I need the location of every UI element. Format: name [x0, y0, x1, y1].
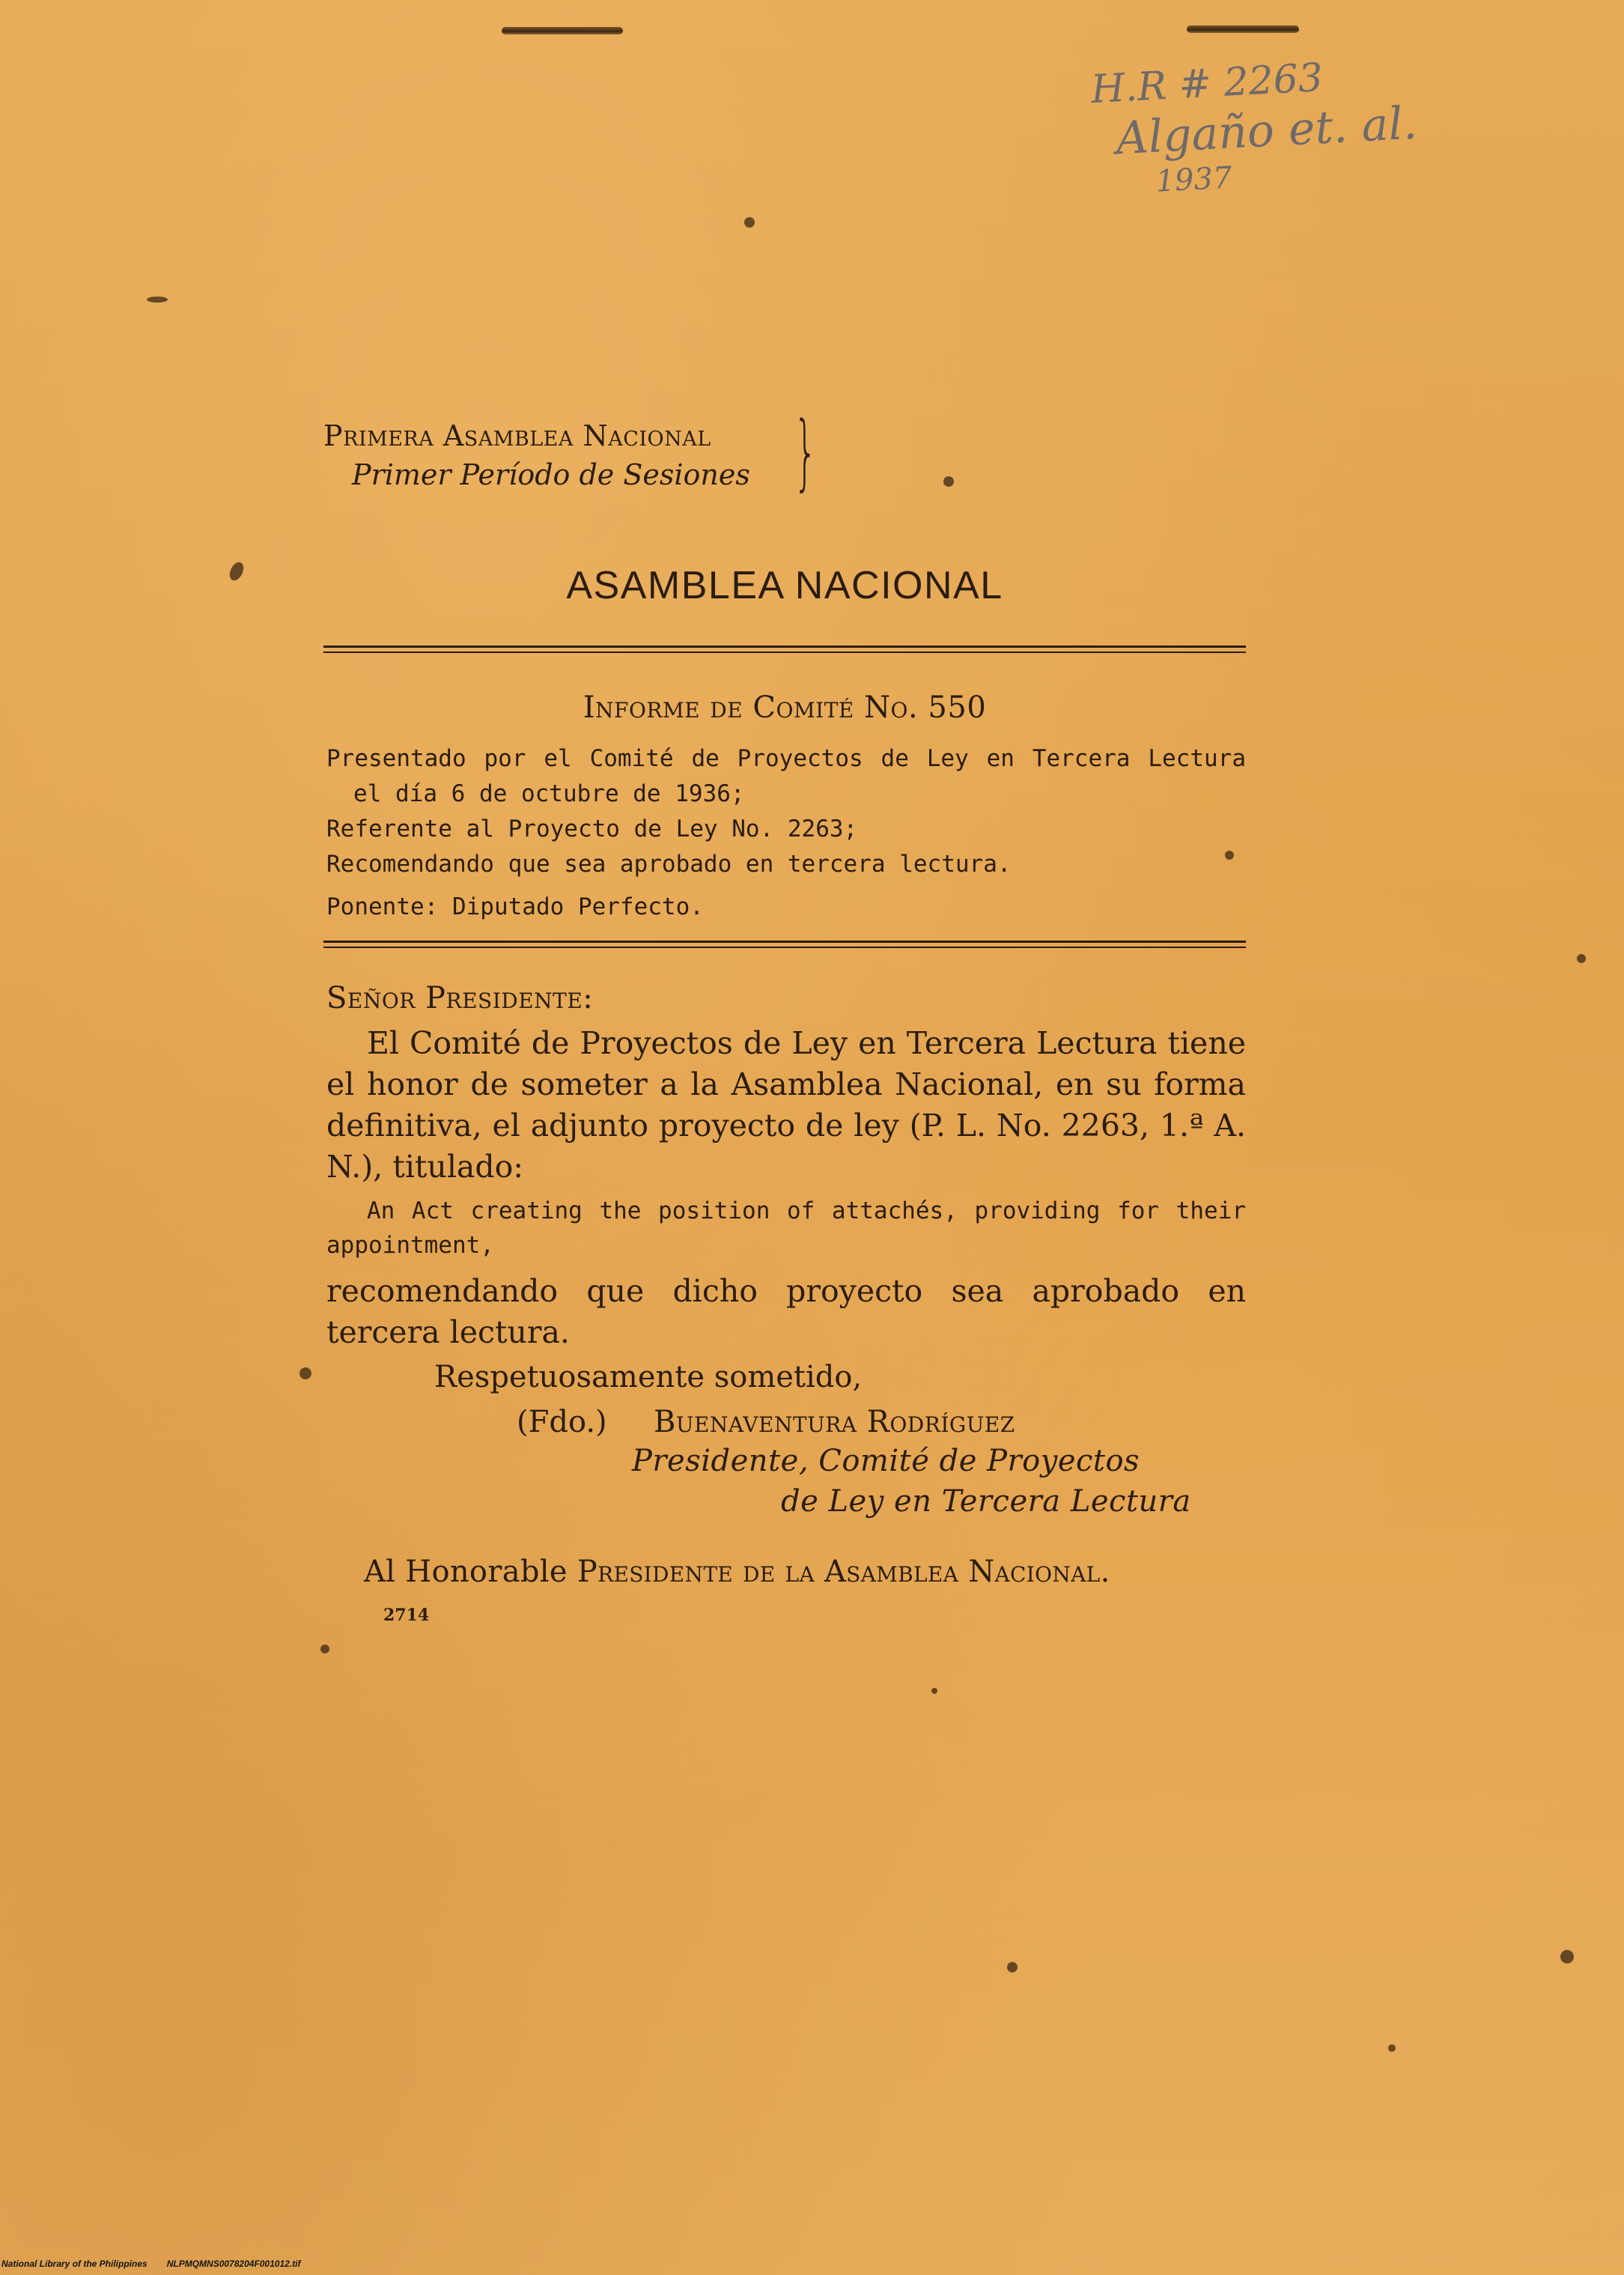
referente-line: Referente al Proyecto de Ley No. 2263; [326, 815, 858, 842]
footer-library: National Library of the Philippines [1, 2259, 148, 2269]
report-details [326, 741, 1246, 925]
closing-line: Respetuosamente sometido, [434, 1360, 863, 1394]
double-rule-bottom [323, 941, 1246, 948]
signer-position-line-1: Presidente, Comité de Proyectos [632, 1444, 1140, 1478]
paper-speck [147, 297, 168, 303]
addressee-prefix: Al Honorable [364, 1555, 568, 1589]
signer-position-line-2: de Ley en Tercera Lectura [781, 1484, 1191, 1519]
addressee-line [364, 1555, 1110, 1589]
addressee-title: Presidente de la Asamblea Nacional. [577, 1555, 1110, 1589]
report-title: Informe de Comité No. 550 [583, 690, 987, 725]
handwritten-year: 1937 [1155, 160, 1233, 200]
paper-speck [744, 217, 755, 228]
recomendando-line: Recomendando que sea aprobado en tercera lectura. [326, 851, 1012, 878]
handwritten-bill-number: H.R # 2263 [1089, 55, 1325, 113]
scan-footer [1, 2259, 300, 2269]
footer-filename: NLPMQMNS0078204F001012.tif [166, 2259, 301, 2269]
paper-speck [320, 1644, 329, 1653]
recommendation-paragraph: recomendando que dicho proyecto sea aprobado en tercera lectura. [326, 1273, 1246, 1350]
paper-speck [931, 1688, 937, 1694]
salutation: Señor Presidente: [326, 981, 594, 1015]
staple-top-left [502, 27, 623, 34]
period-line: Primer Período de Sesiones [352, 458, 750, 491]
signer-name: Buenaventura Rodríguez [654, 1405, 1015, 1439]
print-code: 2714 [383, 1606, 430, 1625]
paper-speck [1007, 1962, 1018, 1972]
page-title: ASAMBLEA NACIONAL [566, 564, 1003, 607]
ponente-line: Ponente: Diputado Perfecto. [326, 893, 704, 920]
session-header [323, 416, 750, 494]
double-rule-top [323, 646, 1246, 653]
act-title: An Act creating the position of attachés, providing for their appointment, [326, 1197, 1246, 1259]
body-paragraph: El Comité de Proyectos de Ley en Tercera Lectura tiene el honor de someter a la Asamblea Nacional, en su forma definitiva, el adjunto proyecto de ley (P. L. No. 2263, 1.ª A. N.), titulado: [326, 1025, 1246, 1185]
presented-line-2: el día 6 de octubre de 1936; [353, 780, 745, 807]
paper-speck [1577, 954, 1586, 963]
handwritten-authors: Algaño et. al. [1114, 97, 1419, 165]
presented-line-1: Presentado por el Comité de Proyectos de Ley en Tercera Lectura [326, 745, 1246, 772]
paper-speck [943, 476, 954, 487]
assembly-line: Primera Asamblea Nacional [323, 419, 711, 452]
brace-symbol: } [794, 404, 818, 499]
paper-speck [227, 560, 246, 583]
signed-marker: (Fdo.) [517, 1405, 607, 1439]
paper-speck [299, 1367, 311, 1379]
handwritten-notes [1083, 50, 1420, 204]
staple-top-right [1187, 25, 1299, 33]
paper-speck [1560, 1950, 1574, 1963]
paper-speck [1388, 2044, 1396, 2052]
